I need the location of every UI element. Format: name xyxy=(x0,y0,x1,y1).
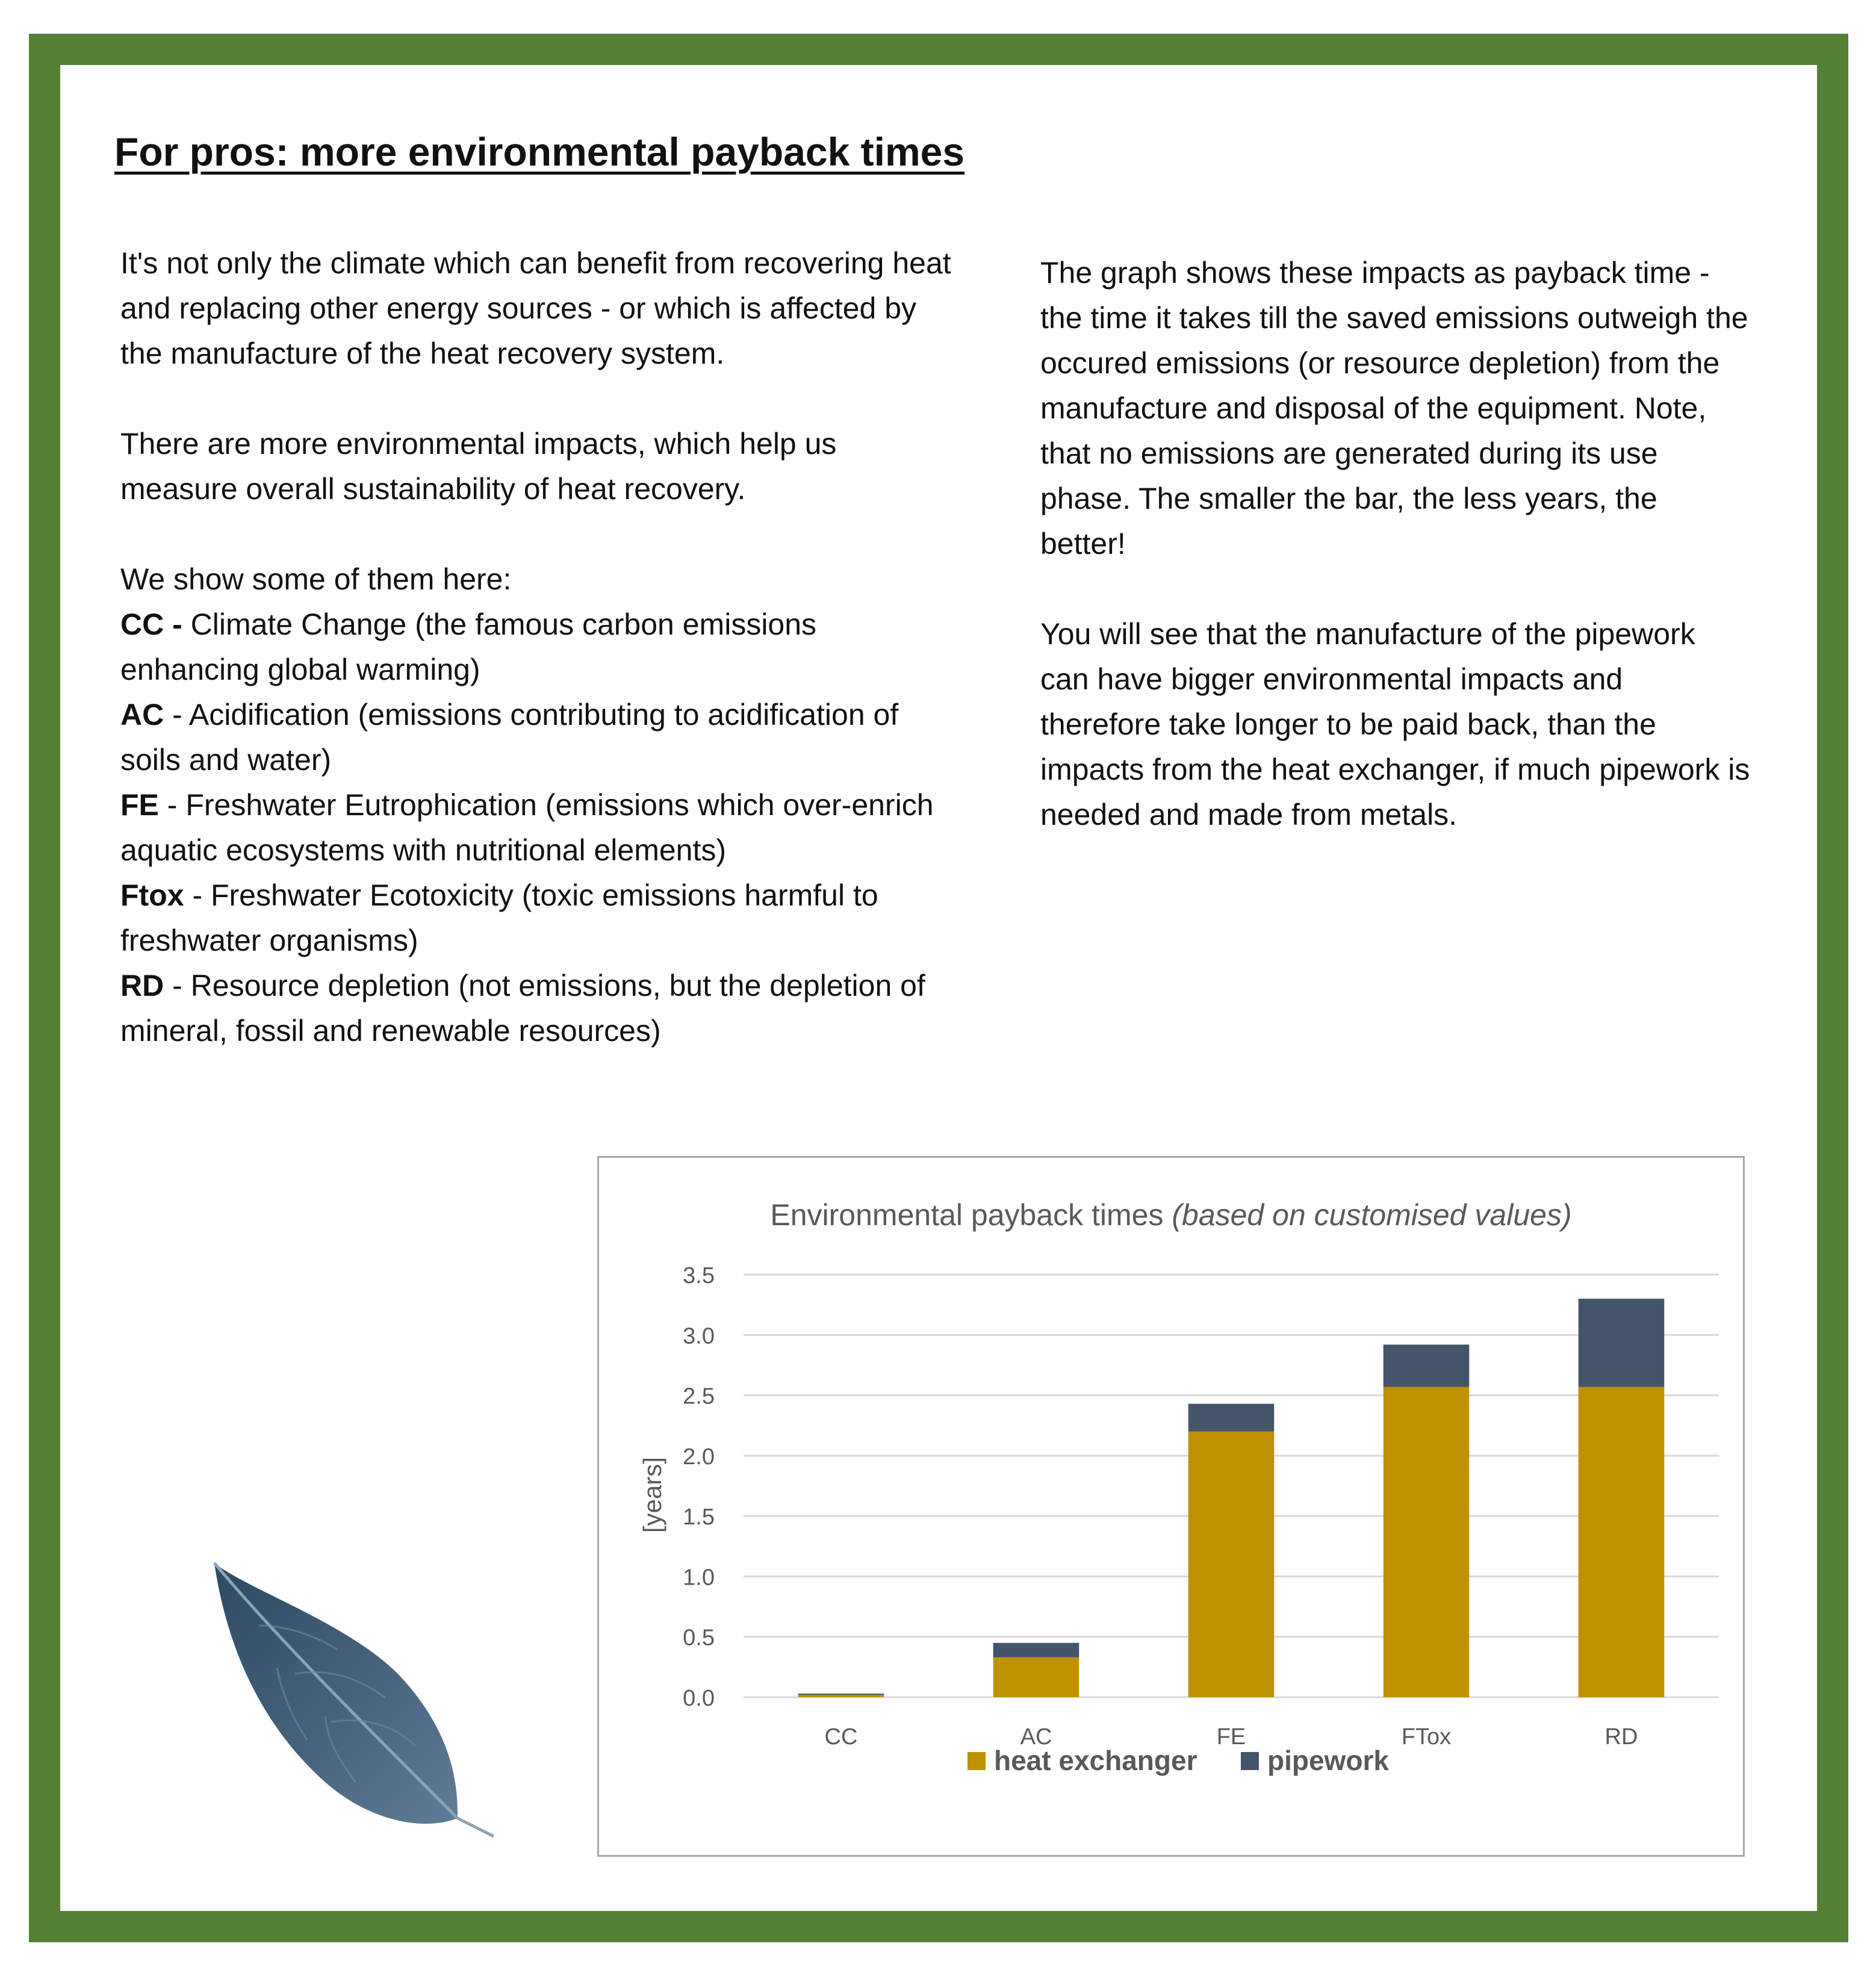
left-column xyxy=(120,241,951,1054)
legend-swatch xyxy=(968,1752,986,1770)
definition-rd xyxy=(120,963,951,1054)
definition-text: - Acidification (emissions contributing to acidification of soils and water) xyxy=(120,698,899,777)
definition-abbr: CC - xyxy=(120,607,182,641)
bar-heat-exchanger-ac xyxy=(993,1657,1079,1697)
bar-heat-exchanger-ftox xyxy=(1384,1387,1470,1697)
legend-swatch xyxy=(1241,1752,1259,1770)
pipework-explanation: You will see that the manufacture of the pipework can have bigger environmental impacts and therefore take longer to be paid back, than the impacts from the heat exchanger, if much pipework is needed and made from metals. xyxy=(1040,617,1750,831)
bar-pipework-fe xyxy=(1188,1404,1275,1432)
definition-text: Climate Change (the famous carbon emissions enhancing global warming) xyxy=(120,607,817,686)
x-tick-label: RD xyxy=(1604,1724,1638,1750)
y-tick-label: 0.0 xyxy=(683,1686,715,1711)
definition-abbr: Ftox xyxy=(120,878,184,912)
y-tick-label: 3.0 xyxy=(683,1323,715,1349)
payback-chart xyxy=(599,1158,1743,1855)
graph-explanation: The graph shows these impacts as payback time - the time it takes till the saved emissions outweigh the occured emissions (or resource depletion) from the manufacture and disposal of the equipment. Note, that no emissions are generated during its use phase. The smaller the bar, the less years, the better! xyxy=(1040,256,1748,561)
definition-ac xyxy=(120,692,951,783)
chart-title-main: Environmental payback times xyxy=(770,1198,1172,1232)
page-title: For pros: more environmental payback times xyxy=(114,129,965,174)
y-tick-label: 2.0 xyxy=(683,1444,715,1470)
list-intro: We show some of them here: xyxy=(120,562,512,596)
y-tick-label: 1.5 xyxy=(683,1505,715,1530)
definition-text: - Freshwater Ecotoxicity (toxic emissions harmful to freshwater organisms) xyxy=(120,878,878,957)
bar-pipework-rd xyxy=(1579,1299,1665,1387)
bar-heat-exchanger-rd xyxy=(1579,1387,1665,1697)
bar-heat-exchanger-fe xyxy=(1188,1432,1275,1697)
right-column xyxy=(1040,250,1751,837)
definition-ftox xyxy=(120,873,951,963)
y-tick-label: 2.5 xyxy=(683,1384,715,1409)
impacts-paragraph: There are more environmental impacts, which help us measure overall sustainability of heat recovery. xyxy=(120,427,837,506)
bar-pipework-ftox xyxy=(1384,1344,1470,1387)
bar-heat-exchanger-cc xyxy=(798,1695,884,1697)
x-tick-label: AC xyxy=(1020,1724,1052,1750)
legend-label: pipework xyxy=(1267,1745,1389,1776)
definition-abbr: AC xyxy=(120,698,164,732)
y-axis-label: [years] xyxy=(638,1456,666,1533)
definition-abbr: FE xyxy=(120,788,159,822)
definition-cc xyxy=(120,602,951,692)
leaf-icon xyxy=(205,1553,518,1842)
x-tick-label: CC xyxy=(824,1724,858,1750)
bar-pipework-ac xyxy=(993,1643,1079,1657)
x-tick-label: FE xyxy=(1216,1724,1246,1750)
x-tick-label: FTox xyxy=(1401,1724,1452,1750)
definition-fe xyxy=(120,783,951,873)
y-tick-label: 3.5 xyxy=(683,1263,715,1288)
definition-text: - Resource depletion (not emissions, but the depletion of mineral, fossil and renewable resources) xyxy=(120,969,925,1048)
definition-text: - Freshwater Eutrophication (emissions which over-enrich aquatic ecosystems with nutritional elements) xyxy=(120,788,934,867)
chart-title-italic: (based on customised values) xyxy=(1172,1198,1572,1232)
y-tick-label: 0.5 xyxy=(683,1625,715,1651)
y-tick-label: 1.0 xyxy=(683,1565,715,1591)
definition-abbr: RD xyxy=(120,969,164,1002)
legend-label: heat exchanger xyxy=(994,1745,1197,1776)
chart-container xyxy=(597,1156,1745,1857)
intro-paragraph: It's not only the climate which can benefit from recovering heat and replacing other energy sources - or which is affected by the manufacture of the heat recovery system. xyxy=(120,246,951,370)
chart-title xyxy=(770,1198,1571,1232)
bar-pipework-cc xyxy=(798,1694,884,1695)
